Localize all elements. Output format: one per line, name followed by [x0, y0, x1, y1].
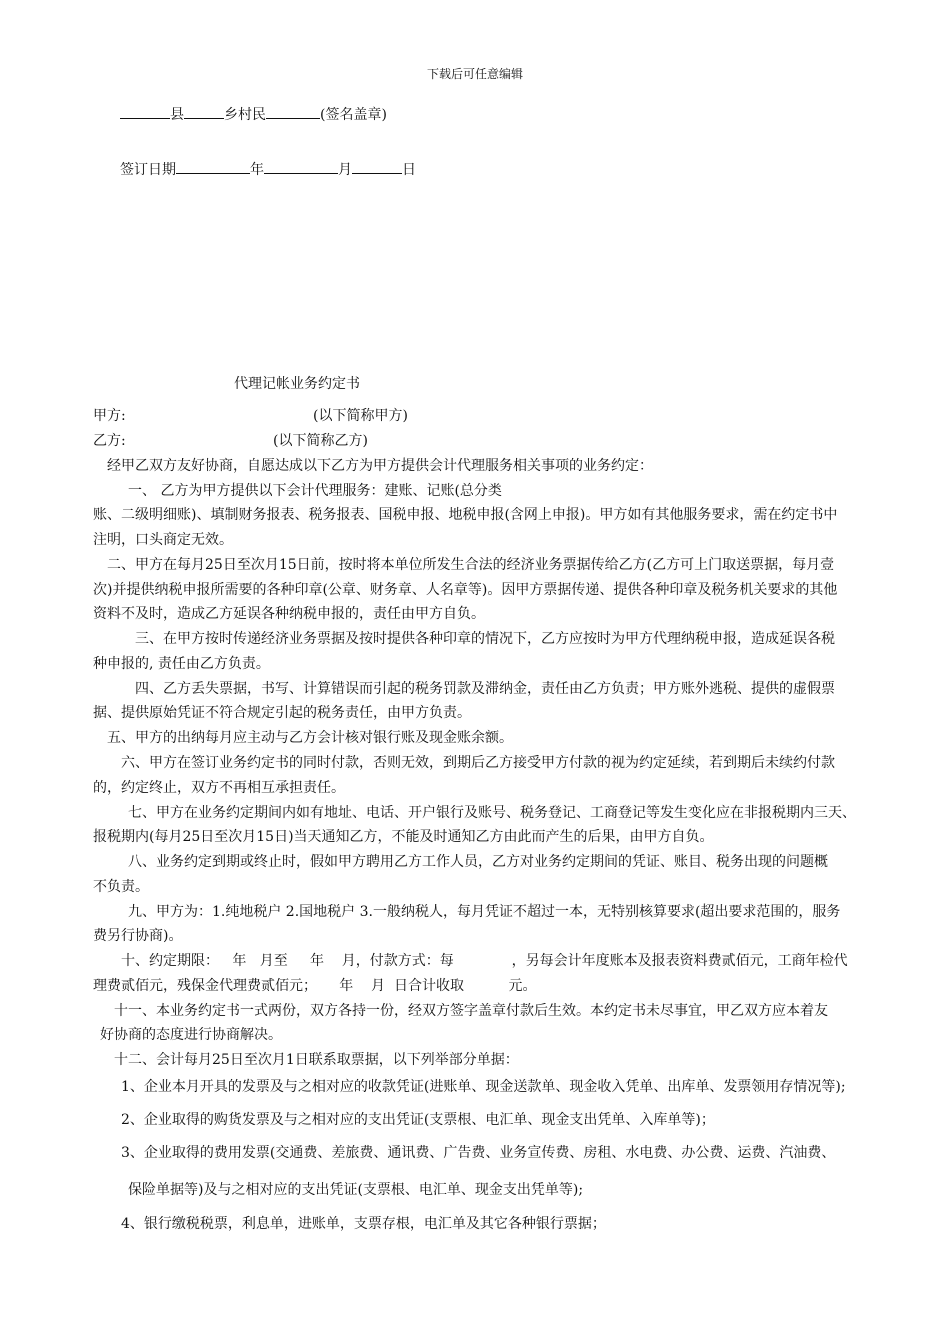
- clause-12: 十二、会计每月25日至次月1日联系取票据，以下列举部分单据：: [114, 1052, 519, 1068]
- clause-4-line-1: 四、乙方丢失票据，书写、计算错误而引起的税务罚款及滞纳金，责任由乙方负责；甲方账外逃税、提供的虚假票: [135, 681, 835, 697]
- county-blank: [120, 104, 170, 119]
- sign-label: (签名盖章): [320, 107, 387, 123]
- clause-2-line-2: 次)并提供纳税申报所需要的各种印章(公章、财务章、人名章等)。因甲方票据传递、提供各种印章及税务机关要求的其他: [93, 582, 838, 598]
- township-blank: [184, 104, 224, 119]
- clause-9-line-1: 九、甲方为：1.纯地税户 2.国地税户 3.一般纳税人，每月凭证不超过一本，无特别核算要求(超出要求范围的，服务: [128, 904, 841, 920]
- sign-date-line: [120, 159, 416, 180]
- item-3-line-2: 保险单据等)及与之相对应的支出凭证(支票根、电汇单、现金支出凭单等);: [128, 1182, 584, 1198]
- year-label: 年: [250, 162, 264, 178]
- clause-9-line-2: 费另行协商)。: [93, 928, 183, 944]
- clause-1-line-2: 账、二级明细账)、填制财务报表、税务报表、国税申报、地税申报(含网上申报)。甲方如有其他服务要求，需在约定书中: [93, 507, 838, 523]
- clause-7-line-1: 七、甲方在业务约定期间内如有地址、电话、开户银行及账号、税务登记、工商登记等发生变化应在非报税期内三天、: [128, 805, 856, 821]
- day-blank: [352, 159, 402, 174]
- clause-3-line-1: 三、在甲方按时传递经济业务票据及按时提供各种印章的情况下，乙方应按时为甲方代理纳税申报，造成延误各税: [135, 631, 835, 647]
- item-1: 1、企业本月开具的发票及与之相对应的收款凭证(进账单、现金送款单、现金收入凭单、出库单、发票领用存情况等);: [121, 1079, 846, 1095]
- party-a-note: (以下简称甲方): [313, 408, 408, 424]
- item-2: 2、企业取得的购货发票及与之相对应的支出凭证(支票根、电汇单、现金支出凭单、入库单等)；: [121, 1112, 715, 1128]
- clause-6-line-1: 六、甲方在签订业务约定书的同时付款，否则无效，到期后乙方接受甲方付款的视为约定延续，若到期后未续约付款: [121, 755, 835, 771]
- clause-11-line-1: 十一、本业务约定书一式两份，双方各持一份，经双方签字盖章付款后生效。本约定书未尽事宜，甲乙双方应本着友: [114, 1003, 828, 1019]
- clause-1-line-1: 一、 乙方为甲方提供以下会计代理服务：建账、记账(总分类: [128, 483, 502, 499]
- clause-10-line-1: 十、约定期限： 年 月至 年 月，付款方式：每 ，另每会计年度账本及报表资料费贰佰元，工商年检代: [121, 953, 848, 969]
- clause-7-line-2: 报税期内(每月25日至次月15日)当天通知乙方，不能及时通知乙方由此而产生的后果，由甲方自负。: [93, 829, 714, 845]
- sign-date-label: 签订日期: [120, 162, 176, 178]
- villager-blank: [266, 104, 320, 119]
- clause-6-line-2: 的，约定终止，双方不再相互承担责任。: [93, 780, 345, 796]
- item-3-line-1: 3、企业取得的费用发票(交通费、差旅费、通讯费、广告费、业务宣传费、房租、水电费、办公费、运费、汽油费、: [121, 1145, 836, 1161]
- clause-2-line-3: 资料不及时，造成乙方延误各种纳税申报的，责任由甲方自负。: [93, 606, 485, 622]
- clause-5: 五、甲方的出纳每月应主动与乙方会计核对银行账及现金账余额。: [107, 730, 513, 746]
- day-label: 日: [402, 162, 416, 178]
- clause-10-line-2: 理费贰佰元，残保金代理费贰佰元； 年 月 日合计收取 元。: [93, 978, 537, 994]
- clause-8-line-2: 不负责。: [93, 879, 149, 895]
- clause-1-line-3: 注明，口头商定无效。: [93, 532, 233, 548]
- signature-line: [120, 104, 387, 125]
- party-b-label: 乙方:: [93, 433, 126, 449]
- month-label: 月: [338, 162, 352, 178]
- county-label: 县: [170, 107, 184, 123]
- township-label: 乡村民: [224, 107, 266, 123]
- month-blank: [264, 159, 338, 174]
- clause-2-line-1: 二、甲方在每月25日至次月15日前，按时将本单位所发生合法的经济业务票据传给乙方(乙方可上门取送票据，每月壹: [107, 557, 835, 573]
- item-4: 4、银行缴税税票，利息单，进账单，支票存根，电汇单及其它各种银行票据；: [121, 1216, 606, 1232]
- clause-8-line-1: 八、业务约定到期或终止时，假如甲方聘用乙方工作人员，乙方对业务约定期间的凭证、账目、税务出现的问题概: [128, 854, 828, 870]
- header-note: 下载后可任意编辑: [426, 67, 523, 81]
- clause-11-line-2: 好协商的态度进行协商解决。: [100, 1027, 282, 1043]
- intro-paragraph: 经甲乙双方友好协商，自愿达成以下乙方为甲方提供会计代理服务相关事项的业务约定：: [107, 458, 653, 474]
- clause-3-line-2: 种申报的, 责任由乙方负责。: [93, 656, 270, 672]
- year-blank: [176, 159, 250, 174]
- party-b-note: (以下简称乙方): [273, 433, 368, 449]
- clause-4-line-2: 据、提供原始凭证不符合规定引起的税务责任，由甲方负责。: [93, 705, 471, 721]
- party-a-label: 甲方:: [93, 408, 126, 424]
- document-title: 代理记帐业务约定书: [234, 376, 360, 392]
